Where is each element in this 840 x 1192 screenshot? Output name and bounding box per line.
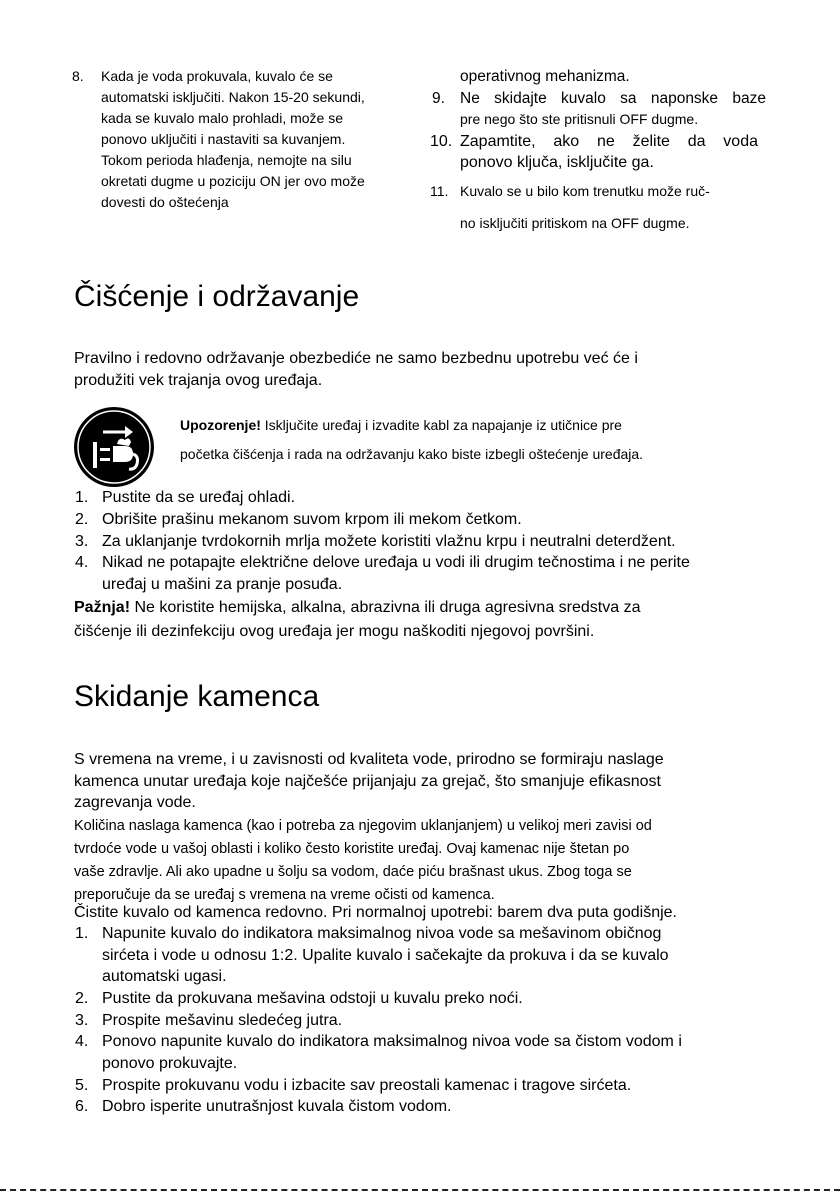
list-item-text: Prospite prokuvanu vodu i izbacite sav preostali kamenac i tragove sirćeta. (102, 1077, 632, 1094)
section-heading-cleaning: Čišćenje i održavanje (74, 280, 360, 313)
list-item-text: Zapamtite, ako ne želite da voda ponovo ključa, isključite ga. (460, 133, 758, 171)
page-bottom-divider (0, 1189, 840, 1191)
list-number: 4. (75, 554, 89, 571)
list-item-text: Ne skidajte kuvalo sa naponske baze pre nego što ste pritisnuli OFF dugme. (460, 90, 766, 127)
list-number: 3. (75, 1012, 89, 1029)
list-number: 2. (75, 511, 89, 528)
caution-label: Pažnja! (74, 599, 131, 616)
list-item-text: Napunite kuvalo do indikatora maksimalnog nivoa vode sa mešavinom običnog sirćeta i vode u odnosu 1:2. Upalite kuvalo i sačekajte da prokuva i da se kuvalo automatski ugasi. (102, 925, 669, 985)
list-number: 2. (75, 990, 89, 1007)
section1-intro: Pravilno i redovno održavanje obezbediće ne samo bezbednu upotrebu već će i produžiti vek trajanja ovog uređaja. (74, 350, 638, 389)
warning-text: Upozorenje! Isključite uređaj i izvadite kabl za napajanje iz utičnice pre početka čišćenja i rada na održavanju kako biste izbegli oštećenje uređaja. (180, 417, 644, 462)
list-number: 10. (430, 133, 453, 150)
descaling-paragraph-3: Čistite kuvalo od kamenca redovno. Pri normalnoj upotrebi: barem dva puta godišnje. (74, 904, 677, 921)
list-number: 4. (75, 1033, 89, 1050)
list-item-text: Obrišite prašinu mekanom suvom krpom ili mekom četkom. (102, 511, 522, 528)
list-item-text: Kada je voda prokuvala, kuvalo će se automatski isključiti. Nakon 15-20 sekundi, kada se kuvalo malo prohladi, može se ponovo uključiti i nastaviti sa kuvanjem. Tokom perioda hlađenja, nemojte na silu okretati dugme u poziciju ON jer ovo može dovesti do oštećenja (101, 68, 365, 210)
continuation-text: operativnog mehanizma. (460, 68, 630, 85)
list-item-text: Pustite da prokuvana mešavina odstoji u kuvalu preko noći. (102, 990, 523, 1007)
list-item-text: Ponovo napunite kuvalo do indikatora maksimalnog nivoa vode sa čistom vodom i ponovo prokuvajte. (102, 1033, 682, 1072)
list-number: 1. (75, 489, 89, 506)
list-item-text: Za uklanjanje tvrdokornih mrlja možete koristiti vlažnu krpu i neutralni deterdžent. (102, 533, 676, 550)
list-number: 5. (75, 1077, 89, 1094)
list-number: 8. (72, 68, 84, 84)
caution-note: Pažnja! Ne koristite hemijska, alkalna, abrazivna ili druga agresivna sredstva za čišćenje ili dezinfekciju ovog uređaja jer mogu naškoditi njegovoj površini. (74, 599, 641, 640)
list-number: 9. (432, 90, 445, 107)
unplug-warning-icon (73, 406, 155, 488)
list-item-text: Dobro isperite unutrašnjost kuvala čistom vodom. (102, 1098, 452, 1115)
warning-label: Upozorenje! (180, 417, 261, 433)
section-heading-descaling: Skidanje kamenca (74, 680, 320, 713)
list-item-text: Nikad ne potapajte električne delove uređaja u vodi ili drugim tečnostima i ne perite uređaj u mašini za pranje posuđa. (102, 554, 690, 593)
list-item-text: Pustite da se uređaj ohladi. (102, 489, 296, 506)
list-number: 6. (75, 1098, 89, 1115)
list-item-text: Prospite mešavinu sledećeg jutra. (102, 1012, 343, 1029)
descaling-paragraph-1: S vremena na vreme, i u zavisnosti od kvaliteta vode, prirodno se formiraju naslage kamenca unutar uređaja koje najčešće prijanjaju za grejač, što smanjuje efikasnost zagrevanja vode. (74, 751, 664, 811)
list-number: 11. (430, 183, 449, 199)
list-number: 3. (75, 533, 89, 550)
descaling-paragraph-2: Količina naslaga kamenca (kao i potreba za njegovim uklanjanjem) u velikoj meri zavisi od tvrdoće vode u vašoj oblasti i koliko često koristite uređaj. Ovaj kamenac nije štetan po vaše zdravlje. Ali ako upadne u šolju sa vodom, daće piću brašnast ukus. Zbog toga se preporučuje da se uređaj s vremena na vreme očisti od kamenca. (74, 818, 652, 903)
list-number: 1. (75, 925, 89, 942)
list-item-text: Kuvalo se u bilo kom trenutku može ruč- no isključiti pritiskom na OFF dugme. (460, 183, 710, 231)
